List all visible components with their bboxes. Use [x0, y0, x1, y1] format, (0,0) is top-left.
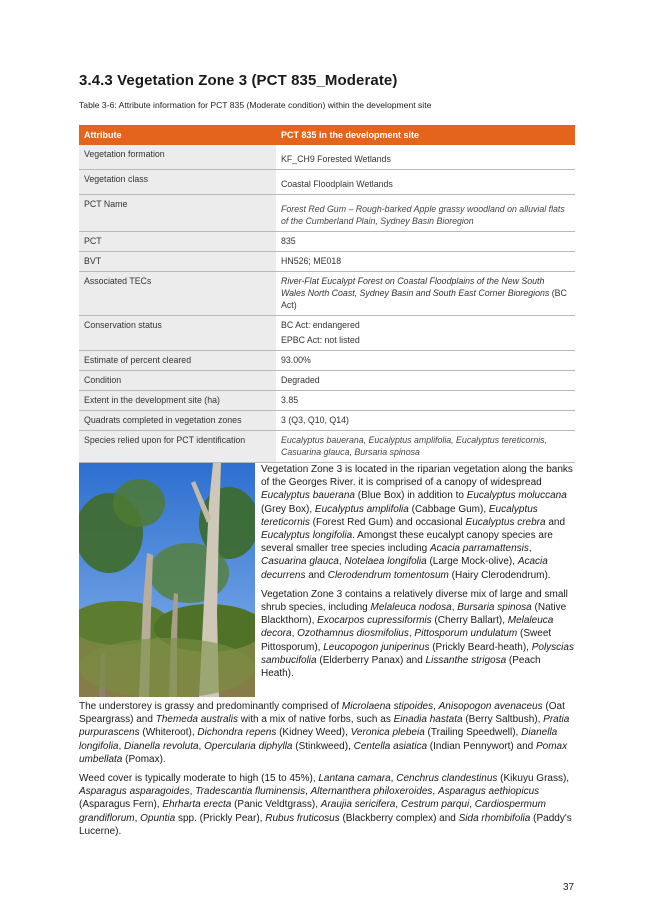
text-run: , [198, 740, 205, 752]
table-row [79, 411, 575, 431]
value-cell: 835 [276, 232, 575, 252]
text-run: (Panic Veldtgrass), [231, 799, 321, 811]
value-cell: Forest Red Gum – Rough-barked Apple grassy woodland on alluvial flats of the Cumberland Plain, Sydney Basin Bioregion [276, 195, 575, 232]
species-name: Pratia purpurascens [79, 714, 570, 739]
species-name: Tradescantia fluminensis [195, 786, 306, 798]
species-name: Opuntia [140, 812, 176, 824]
description-column [261, 463, 575, 686]
text-run: (Kikuyu Grass), [497, 773, 570, 785]
text-run: (Paddy's Lucerne). [79, 812, 572, 837]
species-name: Polyscias sambucifolia [261, 641, 574, 666]
attr-cell: Quadrats completed in vegetation zones [79, 411, 276, 431]
species-name: Clerodendrum tomentosum [327, 569, 449, 581]
attr-cell: BVT [79, 252, 276, 272]
value-cell: Degraded [276, 371, 575, 391]
attr-cell: Vegetation formation [79, 145, 276, 170]
species-name: Pittosporum undulatum [414, 628, 518, 640]
species-name: Sida rhombifolia [458, 812, 531, 824]
species-name: Bursaria spinosa [457, 602, 532, 614]
text-run: (Prickly Beard-heath), [429, 641, 532, 653]
text-run: (Cherry Ballart), [431, 615, 508, 627]
attr-cell: Extent in the development site (ha) [79, 391, 276, 411]
species-name: Leucopogon juniperinus [323, 641, 430, 653]
text-run: Vegetation Zone 3 contains a relatively diverse mix of large and small shrub species, including [261, 588, 568, 614]
species-name: Eucalyptus longifolia [261, 530, 353, 542]
attribute-table [79, 125, 575, 463]
header-pct: PCT 835 in the development site [276, 125, 575, 145]
species-name: Anisopogon avenaceus [438, 701, 543, 712]
section-heading: 3.4.3 Vegetation Zone 3 (PCT 835_Moderate) [79, 72, 398, 89]
text-run: (Pomax). [122, 753, 166, 765]
page-number: 37 [563, 882, 575, 893]
species-name: Melaleuca decora [261, 615, 554, 640]
text-run: Vegetation Zone 3 is located in the riparian vegetation along the banks of the Georges River. it is comprised of a canopy of widespread [261, 464, 573, 489]
species-name: Eucalyptus moluccana [466, 490, 567, 502]
value-cell: 3 (Q3, Q10, Q14) [276, 411, 575, 431]
text-run: (Stinkweed), [292, 740, 354, 752]
bc-act-status: BC Act: endangered [281, 320, 360, 330]
table-row [79, 371, 575, 391]
species-name: Dichondra repens [197, 727, 277, 739]
text-run: (Large Mock-olive), [426, 556, 518, 568]
attr-cell: PCT [79, 232, 276, 252]
value-cell: Eucalyptus bauerana, Eucalyptus amplifolia, Eucalyptus tereticornis, Casuarina glauca, Bursaria spinosa [276, 431, 575, 463]
text-run: (Oat Speargrass) and [79, 701, 565, 726]
species-name: Pomax umbellata [79, 740, 568, 765]
photo-graphic [79, 463, 255, 697]
text-run: and [305, 569, 328, 581]
species-name: Eucalyptus tereticornis [261, 503, 538, 528]
text-run: , [118, 740, 125, 752]
paragraph-understorey [79, 700, 575, 766]
text-run: (Berry Saltbush), [462, 714, 544, 726]
paragraph-weeds [79, 772, 575, 838]
species-name: Dianella revoluta [124, 740, 199, 752]
text-run: , [338, 556, 345, 568]
text-run: , [408, 628, 415, 640]
table-row [79, 252, 575, 272]
text-run: , [395, 799, 401, 811]
value-cell: KF_CH9 Forested Wetlands [276, 145, 575, 170]
paragraph-canopy [261, 463, 575, 582]
species-name: Acacia parramattensis [429, 543, 529, 555]
attr-cell: Condition [79, 371, 276, 391]
species-name: Acacia decurrens [261, 556, 548, 581]
text-run: (Native Blackthorn), [261, 602, 567, 627]
value-cell: HN526; ME018 [276, 252, 575, 272]
value-cell: 3.85 [276, 391, 575, 411]
text-run: , [432, 786, 438, 798]
text-run: , [451, 602, 458, 614]
attr-cell: Estimate of percent cleared [79, 351, 276, 371]
text-run: (Whiteroot), [139, 727, 198, 739]
attr-cell: Vegetation class [79, 170, 276, 195]
table-row [79, 195, 575, 232]
species-name: Veronica plebeia [350, 727, 425, 739]
text-run: (Indian Pennywort) and [427, 740, 536, 752]
species-name: Asparagus asparagoides [79, 786, 190, 798]
text-run: (Forest Red Gum) and occasional [309, 516, 466, 528]
table-row [79, 145, 575, 170]
value-cell [276, 272, 575, 316]
table-row [79, 232, 575, 252]
text-run: (Elderberry Panax) and [316, 654, 426, 666]
text-run: Weed cover is typically moderate to high (15 to 45%), [79, 773, 319, 785]
species-name: Opercularia diphylla [204, 740, 293, 752]
species-name: Eucalyptus bauerana [261, 490, 355, 502]
text-run: and [545, 516, 566, 528]
description-full [79, 700, 575, 844]
table-row [79, 431, 575, 463]
species-name: Themeda australis [155, 714, 238, 726]
species-name: Alternanthera philoxeroides [310, 786, 433, 798]
epbc-act-status: EPBC Act: not listed [281, 335, 360, 345]
table-row [79, 272, 575, 316]
species-name: Melaleuca nodosa [370, 602, 452, 614]
text-run: , [390, 773, 397, 785]
species-name: Cardiospermum grandiflorum [79, 799, 546, 824]
text-run: , [134, 812, 141, 824]
value-cell: 93.00% [276, 351, 575, 371]
species-name: Eucalyptus amplifolia [314, 503, 409, 515]
attr-cell: PCT Name [79, 195, 276, 232]
text-run: (Hairy Clerodendrum). [448, 569, 551, 581]
species-name: Casuarina glauca [261, 556, 339, 568]
text-run: , [433, 701, 439, 712]
text-run: The understorey is grassy and predominantly comprised of [79, 701, 342, 712]
table-row [79, 351, 575, 371]
species-name: Notelaea longifolia [344, 556, 427, 568]
text-run: (Cabbage Gum), [408, 503, 489, 515]
species-name: Centella asiatica [353, 740, 428, 752]
text-run: (Kidney Weed), [276, 727, 351, 739]
text-run: , [528, 543, 532, 555]
tec-act: (BC Act) [281, 288, 567, 310]
species-name: Exocarpos cupressiformis [317, 615, 432, 627]
tec-name: River-Flat Eucalypt Forest on Coastal Floodplains of the New South Wales North Coast, Sydney Basin and South East Corner Bioregions [281, 276, 550, 298]
species-name: Einadia hastata [393, 714, 463, 726]
text-run: , [189, 786, 196, 798]
paragraph-shrubs [261, 588, 575, 680]
table-header-row [79, 125, 575, 145]
text-run: (Asparagus Fern), [79, 799, 163, 811]
header-attribute: Attribute [79, 125, 276, 145]
species-name: Asparagus aethiopicus [437, 786, 540, 798]
text-run: (Peach Heath). [261, 654, 541, 680]
table-caption: Table 3-6: Attribute information for PCT 835 (Moderate condition) within the development site [79, 100, 432, 110]
species-name: Lantana camara [318, 773, 391, 785]
species-name: Rubus fruticosus [265, 812, 340, 824]
species-name: Lissanthe strigosa [425, 654, 507, 666]
species-name: Cestrum parqui [400, 799, 470, 811]
species-name: Dianella longifolia [79, 727, 558, 752]
species-name: Eucalyptus crebra [465, 516, 546, 528]
text-run: , [305, 786, 311, 798]
table-row [79, 316, 575, 351]
text-run: (Grey Box), [261, 503, 315, 515]
species-name: Araujia sericifera [320, 799, 396, 811]
species-name: Ehrharta erecta [162, 799, 232, 811]
text-run: , [469, 799, 475, 811]
text-run: (Blackberry complex) and [339, 812, 459, 824]
text-run: (Sweet Pittosporum), [261, 628, 552, 653]
value-cell [276, 316, 575, 351]
table-row [79, 391, 575, 411]
text-run: (Blue Box) in addition to [354, 490, 467, 502]
attr-cell: Associated TECs [79, 272, 276, 316]
text-run: spp. (Prickly Pear), [175, 812, 266, 824]
text-run: with a mix of native forbs, such as [237, 714, 394, 726]
species-name: Ozothamnus diosmifolius [297, 628, 409, 640]
text-run: , [291, 628, 298, 640]
species-name: Cenchrus clandestinus [396, 773, 498, 785]
text-run: . Amongst these eucalypt canopy species are several smaller tree species including [261, 530, 553, 555]
species-name: Microlaena stipoides [341, 701, 434, 712]
attr-cell: Conservation status [79, 316, 276, 351]
value-cell: Coastal Floodplain Wetlands [276, 170, 575, 195]
attr-cell: Species relied upon for PCT identification [79, 431, 276, 463]
table-row [79, 170, 575, 195]
text-run: (Trailing Speedwell), [424, 727, 522, 739]
woodland-photo [79, 463, 255, 697]
